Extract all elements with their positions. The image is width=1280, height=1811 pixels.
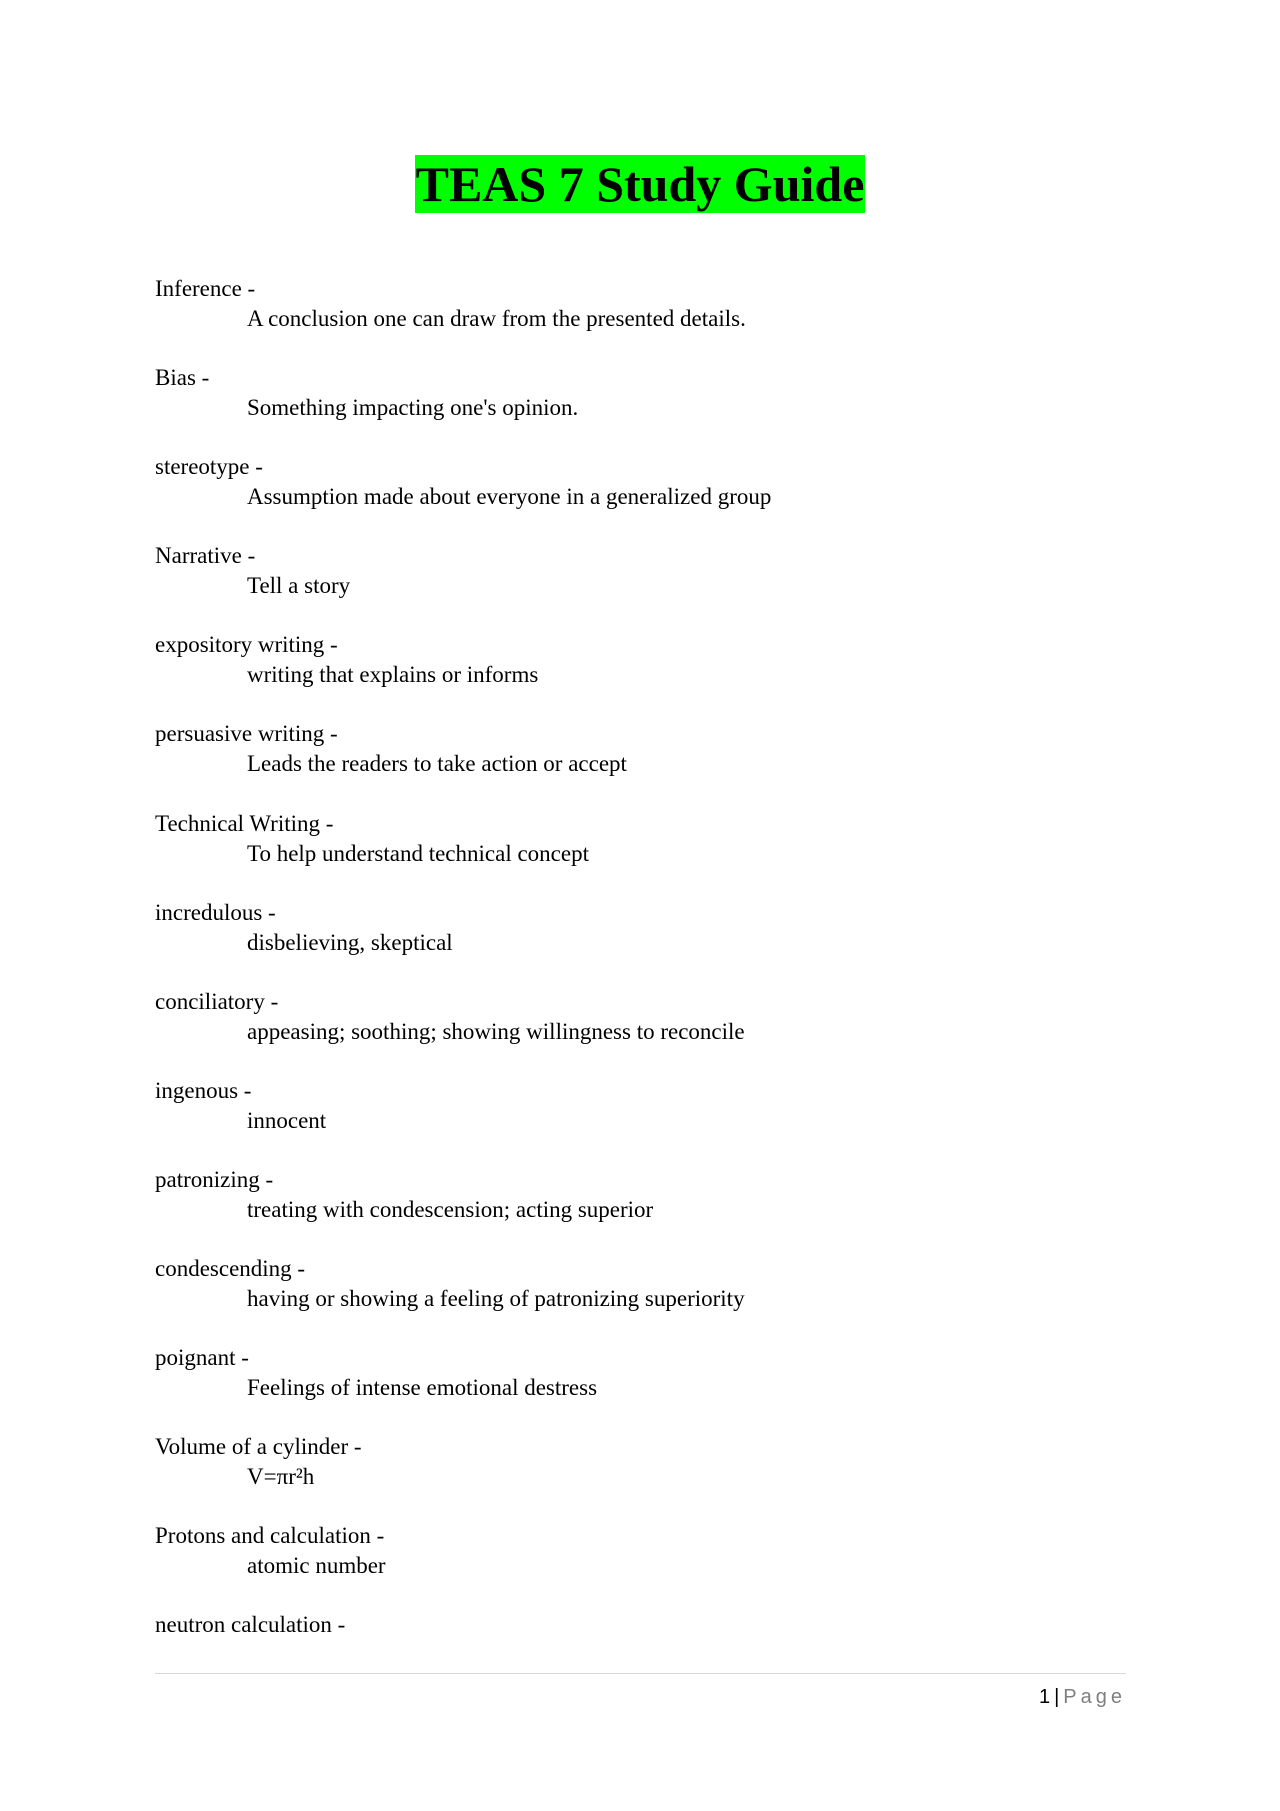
entry-term: Bias - bbox=[155, 365, 210, 391]
entry-definition: innocent bbox=[247, 1107, 327, 1133]
entry-definition: A conclusion one can draw from the presented details. bbox=[247, 306, 746, 331]
entry-term: expository writing - bbox=[155, 632, 338, 658]
entry-term: poignant - bbox=[155, 1345, 249, 1371]
glossary-list bbox=[155, 274, 1135, 1700]
entry-definition: Tell a story bbox=[247, 573, 351, 599]
entry-definition: treating with condescension; acting superior bbox=[247, 1196, 654, 1222]
entry-term: condescending - bbox=[155, 1256, 306, 1282]
entry-term: patronizing - bbox=[155, 1166, 274, 1192]
entry-term: incredulous - bbox=[155, 899, 276, 925]
entry-term: Protons and calculation - bbox=[155, 1523, 385, 1549]
glossary-entry bbox=[155, 1610, 1135, 1699]
entry-term: Narrative - bbox=[155, 543, 256, 569]
title-container bbox=[0, 155, 1280, 213]
glossary-entry bbox=[155, 363, 1135, 452]
glossary-entry bbox=[155, 1432, 1135, 1521]
glossary-entry bbox=[155, 898, 1135, 987]
entry-definition: writing that explains or informs bbox=[247, 662, 539, 688]
page-label: Page bbox=[1063, 1686, 1126, 1708]
glossary-entry bbox=[155, 541, 1135, 630]
entry-term: persuasive writing - bbox=[155, 721, 338, 747]
entry-definition: appeasing; soothing; showing willingness to reconcile bbox=[247, 1018, 745, 1044]
glossary-entry bbox=[155, 630, 1135, 719]
entry-term: neutron calculation - bbox=[155, 1612, 346, 1638]
entry-term: stereotype - bbox=[155, 454, 263, 480]
entry-definition: V=πr²h bbox=[247, 1464, 315, 1490]
entry-definition: Feelings of intense emotional destress bbox=[247, 1375, 598, 1401]
entry-definition: Assumption made about everyone in a generalized group bbox=[247, 484, 772, 510]
glossary-entry bbox=[155, 987, 1135, 1076]
entry-term: Volume of a cylinder - bbox=[155, 1434, 362, 1460]
entry-term: ingenous - bbox=[155, 1077, 252, 1103]
entry-definition: Leads the readers to take action or accept bbox=[247, 751, 627, 777]
glossary-entry bbox=[155, 1165, 1135, 1254]
entry-definition: To help understand technical concept bbox=[247, 840, 589, 866]
glossary-entry bbox=[155, 1076, 1135, 1165]
document-title: TEAS 7 Study Guide bbox=[415, 156, 865, 212]
entry-term: Inference - bbox=[155, 276, 256, 301]
glossary-entry bbox=[155, 1343, 1135, 1432]
entry-term: Technical Writing - bbox=[155, 810, 334, 836]
entry-definition: atomic number bbox=[247, 1553, 386, 1579]
entry-definition: disbelieving, skeptical bbox=[247, 929, 453, 955]
footer-divider bbox=[155, 1673, 1126, 1674]
entry-term: conciliatory - bbox=[155, 988, 279, 1014]
glossary-entry bbox=[155, 809, 1135, 898]
glossary-entry bbox=[155, 452, 1135, 541]
glossary-entry bbox=[155, 719, 1135, 808]
glossary-entry bbox=[155, 1254, 1135, 1343]
entry-definition: having or showing a feeling of patronizing superiority bbox=[247, 1286, 745, 1312]
page-footer bbox=[1039, 1684, 1126, 1710]
entry-definition: Something impacting one's opinion. bbox=[247, 395, 579, 421]
page-number: 1 bbox=[1038, 1686, 1051, 1708]
page-separator: | bbox=[1054, 1686, 1060, 1708]
glossary-entry bbox=[155, 1521, 1135, 1610]
glossary-entry bbox=[155, 274, 1135, 363]
